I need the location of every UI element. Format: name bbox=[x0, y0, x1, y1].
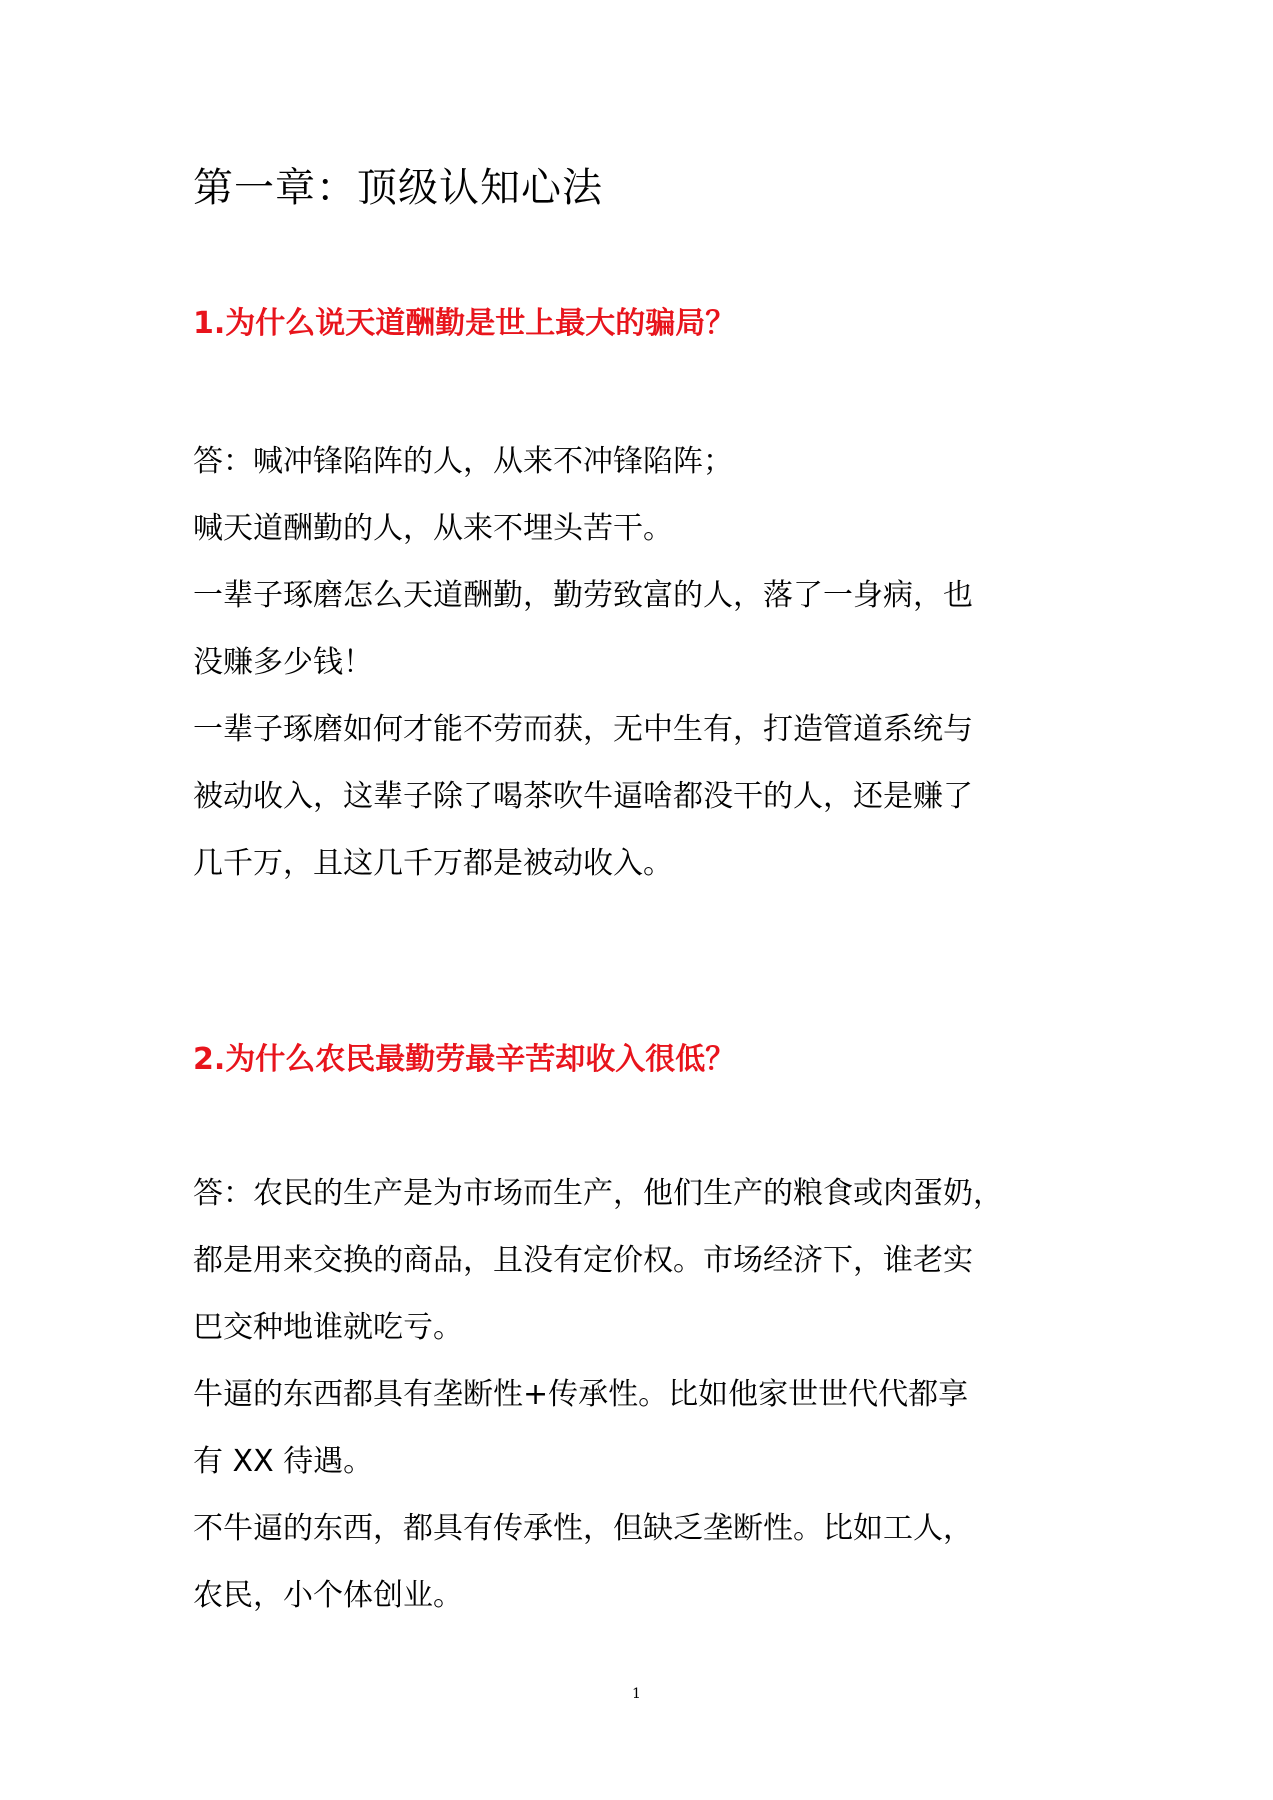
answer-line: 农民，小个体创业。 bbox=[193, 1578, 463, 1613]
answer-line: 没赚多少钱！ bbox=[193, 645, 373, 680]
answer-line: 一辈子琢磨怎么天道酬勤，勤劳致富的人，落了一身病，也 bbox=[193, 578, 973, 613]
answer-paragraph-2 bbox=[193, 1160, 1093, 1629]
answer-paragraph-1 bbox=[193, 428, 1093, 897]
page-number: 1 bbox=[632, 1686, 641, 1702]
answer-line: 有 XX 待遇。 bbox=[193, 1444, 374, 1479]
question-heading-1: 1.为什么说天道酬勤是世上最大的骗局？ bbox=[193, 306, 736, 341]
answer-line: 不牛逼的东西，都具有传承性，但缺乏垄断性。比如工人， bbox=[193, 1511, 973, 1546]
answer-line: 几千万，且这几千万都是被动收入。 bbox=[193, 846, 673, 881]
chapter-title: 第一章：顶级认知心法 bbox=[193, 165, 603, 211]
answer-line: 牛逼的东西都具有垄断性+传承性。比如他家世世代代都享 bbox=[193, 1377, 969, 1412]
answer-line: 都是用来交换的商品，且没有定价权。市场经济下，谁老实 bbox=[193, 1243, 973, 1278]
answer-line: 答：喊冲锋陷阵的人，从来不冲锋陷阵； bbox=[193, 444, 733, 479]
answer-line: 巴交种地谁就吃亏。 bbox=[193, 1310, 463, 1345]
answer-line: 答：农民的生产是为市场而生产，他们生产的粮食或肉蛋奶， bbox=[193, 1176, 1003, 1211]
answer-line: 被动收入，这辈子除了喝茶吹牛逼啥都没干的人，还是赚了 bbox=[193, 779, 973, 814]
answer-line: 一辈子琢磨如何才能不劳而获，无中生有，打造管道系统与 bbox=[193, 712, 973, 747]
answer-line: 喊天道酬勤的人，从来不埋头苦干。 bbox=[193, 511, 673, 546]
question-heading-2: 2.为什么农民最勤劳最辛苦却收入很低？ bbox=[193, 1042, 736, 1077]
